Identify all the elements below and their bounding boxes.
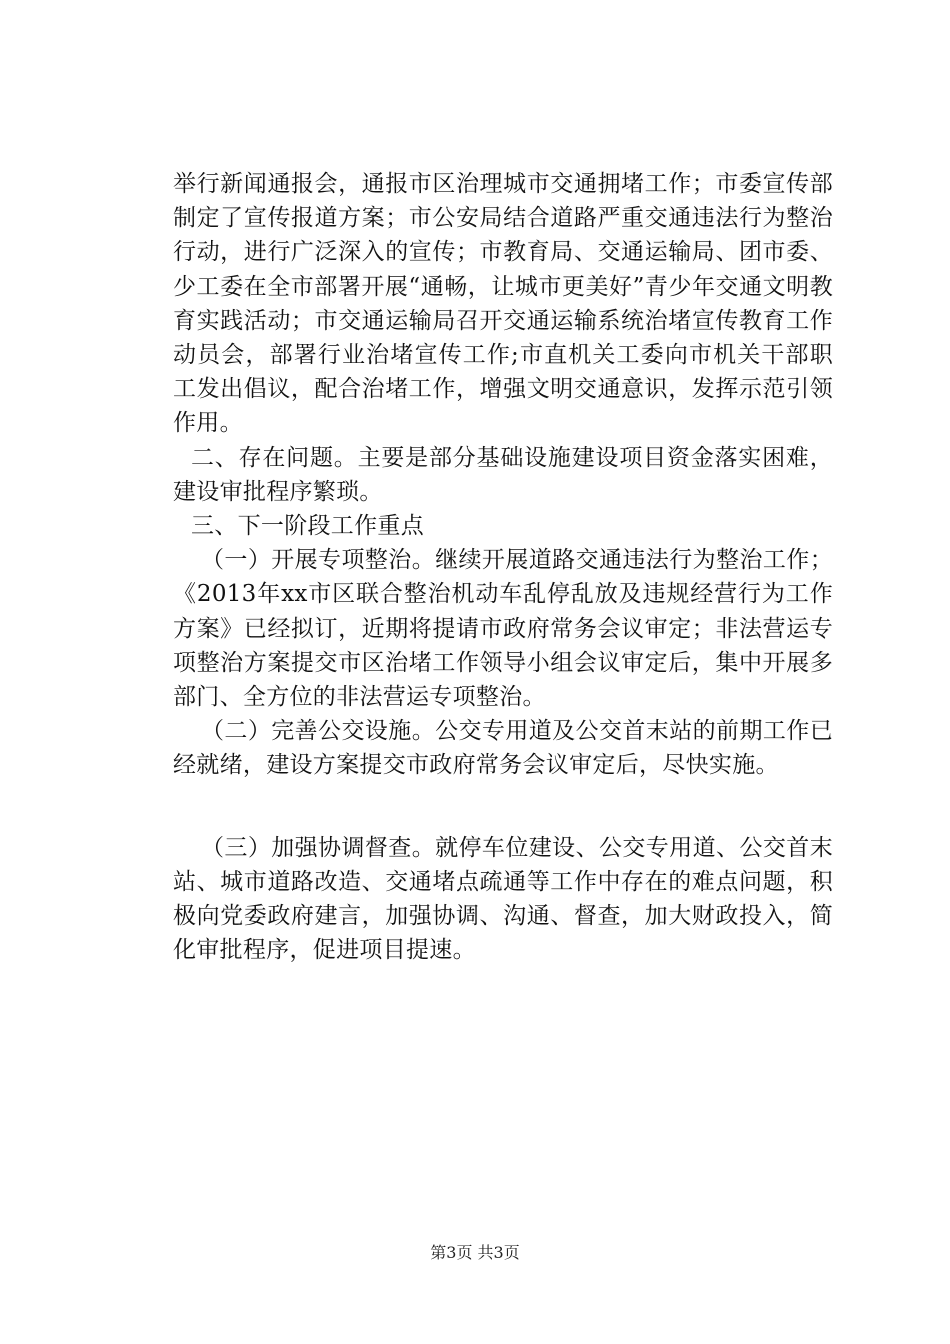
- paragraph-bus-facilities: （二）完善公交设施。公交专用道及公交首末站的前期工作已经就绪，建设方案提交市政府常务会议审定后，尽快实施。: [173, 718, 833, 779]
- document-body: [173, 167, 833, 967]
- paragraph-spacer: [173, 783, 833, 831]
- paragraph-coordination-supervision: （三）加强协调督查。就停车位建设、公交专用道、公交首末站、城市道路改造、交通堵点疏通等工作中存在的难点问题，积极向党委政府建言，加强协调、沟通、督查，加大财政投入，简化审批程序，促进项目提速。: [173, 834, 833, 964]
- paragraph-special-rectification: （一）开展专项整治。继续开展道路交通违法行为整治工作；《2013年xx市区联合整治机动车乱停乱放及违规经营行为工作方案》已经拟订，近期将提请市政府常务会议审定；非法营运专项整治方案提交市区治堵工作领导小组会议审定后，集中开展多部门、全方位的非法营运专项整治。: [173, 547, 833, 711]
- paragraph-next-phase-heading: 三、下一阶段工作重点: [191, 513, 424, 540]
- paragraph-publicity: 举行新闻通报会，通报市区治理城市交通拥堵工作；市委宣传部制定了宣传报道方案；市公安局结合道路严重交通违法行为整治行动，进行广泛深入的宣传；市教育局、交通运输局、团市委、少工委在全市部署开展“通畅，让城市更美好”青少年交通文明教育实践活动；市交通运输局召开交通运输系统治堵宣传教育工作动员会，部署行业治堵宣传工作;市直机关工委向市机关干部职工发出倡议，配合治堵工作，增强文明交通意识，发挥示范引领作用。: [173, 171, 833, 437]
- page-number-footer: 第3页 共3页: [430, 1243, 520, 1262]
- paragraph-existing-problems: 二、存在问题。主要是部分基础设施建设项目资金落实困难，建设审批程序繁琐。: [173, 444, 833, 505]
